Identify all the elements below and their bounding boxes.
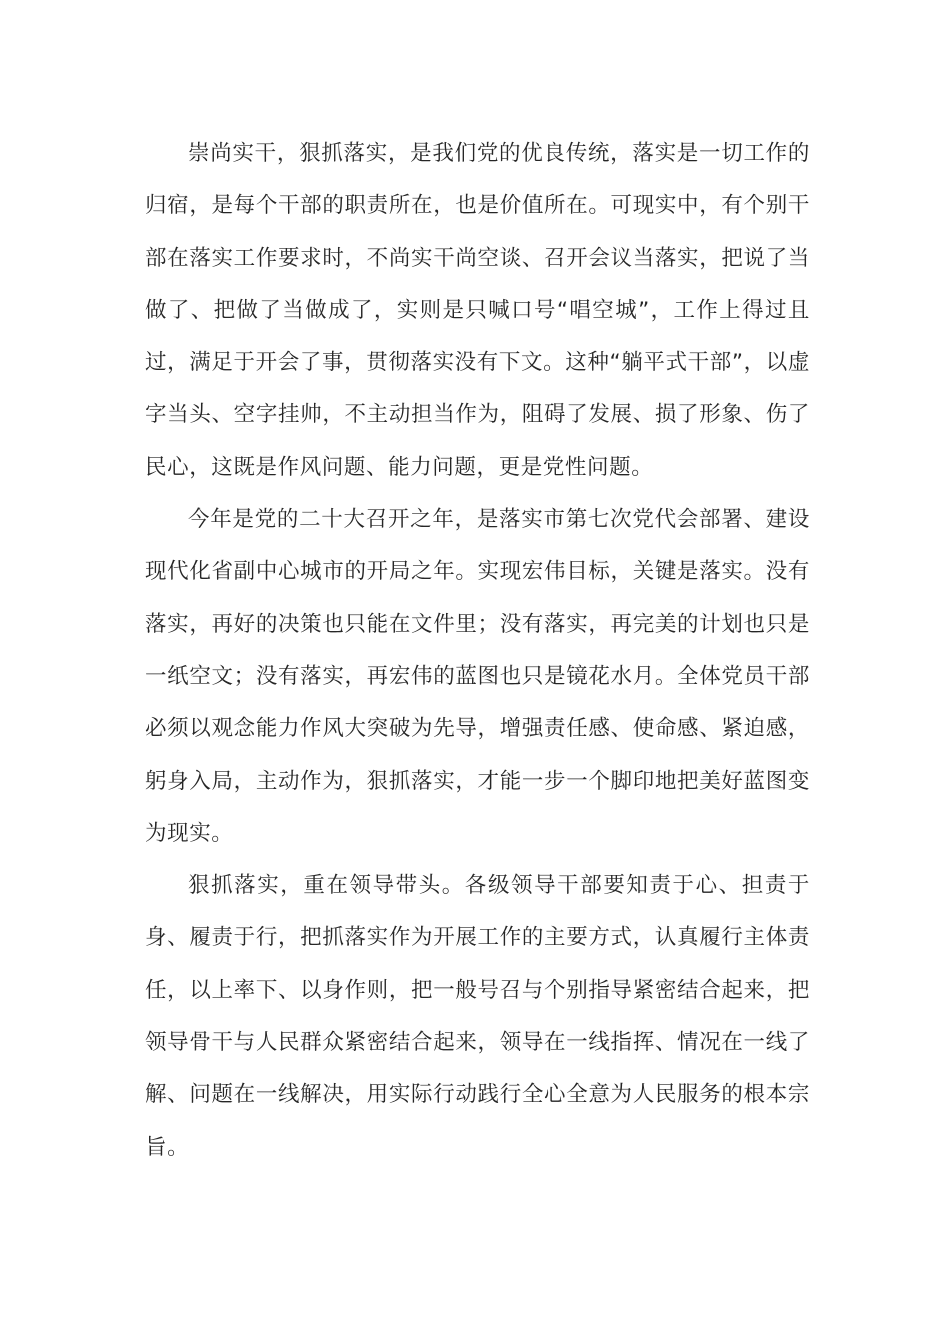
paragraph-2: 今年是党的二十大召开之年，是落实市第七次党代会部署、建设现代化省副中心城市的开局之年。实现宏伟目标，关键是落实。没有落实，再好的决策也只能在文件里；没有落实，再完美的计划也只是一纸空文；没有落实，再宏伟的蓝图也只是镜花水月。全体党员干部必须以观念能力作风大突破为先导，增强责任感、使命感、紧迫感，躬身入局，主动作为，狠抓落实，才能一步一个脚印地把美好蓝图变为现实。 — [145, 507, 810, 846]
paragraph-3: 狠抓落实，重在领导带头。各级领导干部要知责于心、担责于身、履责于行，把抓落实作为开展工作的主要方式，认真履行主体责任，以上率下、以身作则，把一般号召与个别指导紧密结合起来，把领导骨干与人民群众紧密结合起来，领导在一线指挥、情况在一线了解、问题在一线解决，用实际行动践行全心全意为人民服务的根本宗旨。 — [145, 873, 810, 1160]
document-body — [145, 128, 810, 1174]
paragraph-1: 崇尚实干，狠抓落实，是我们党的优良传统，落实是一切工作的归宿，是每个干部的职责所在，也是价值所在。可现实中，有个别干部在落实工作要求时，不尚实干尚空谈、召开会议当落实，把说了当做了、把做了当做成了，实则是只喊口号“唱空城”，工作上得过且过，满足于开会了事，贯彻落实没有下文。这种“躺平式干部”，以虚字当头、空字挂帅，不主动担当作为，阻碍了发展、损了形象、伤了民心，这既是作风问题、能力问题，更是党性问题。 — [145, 141, 810, 480]
